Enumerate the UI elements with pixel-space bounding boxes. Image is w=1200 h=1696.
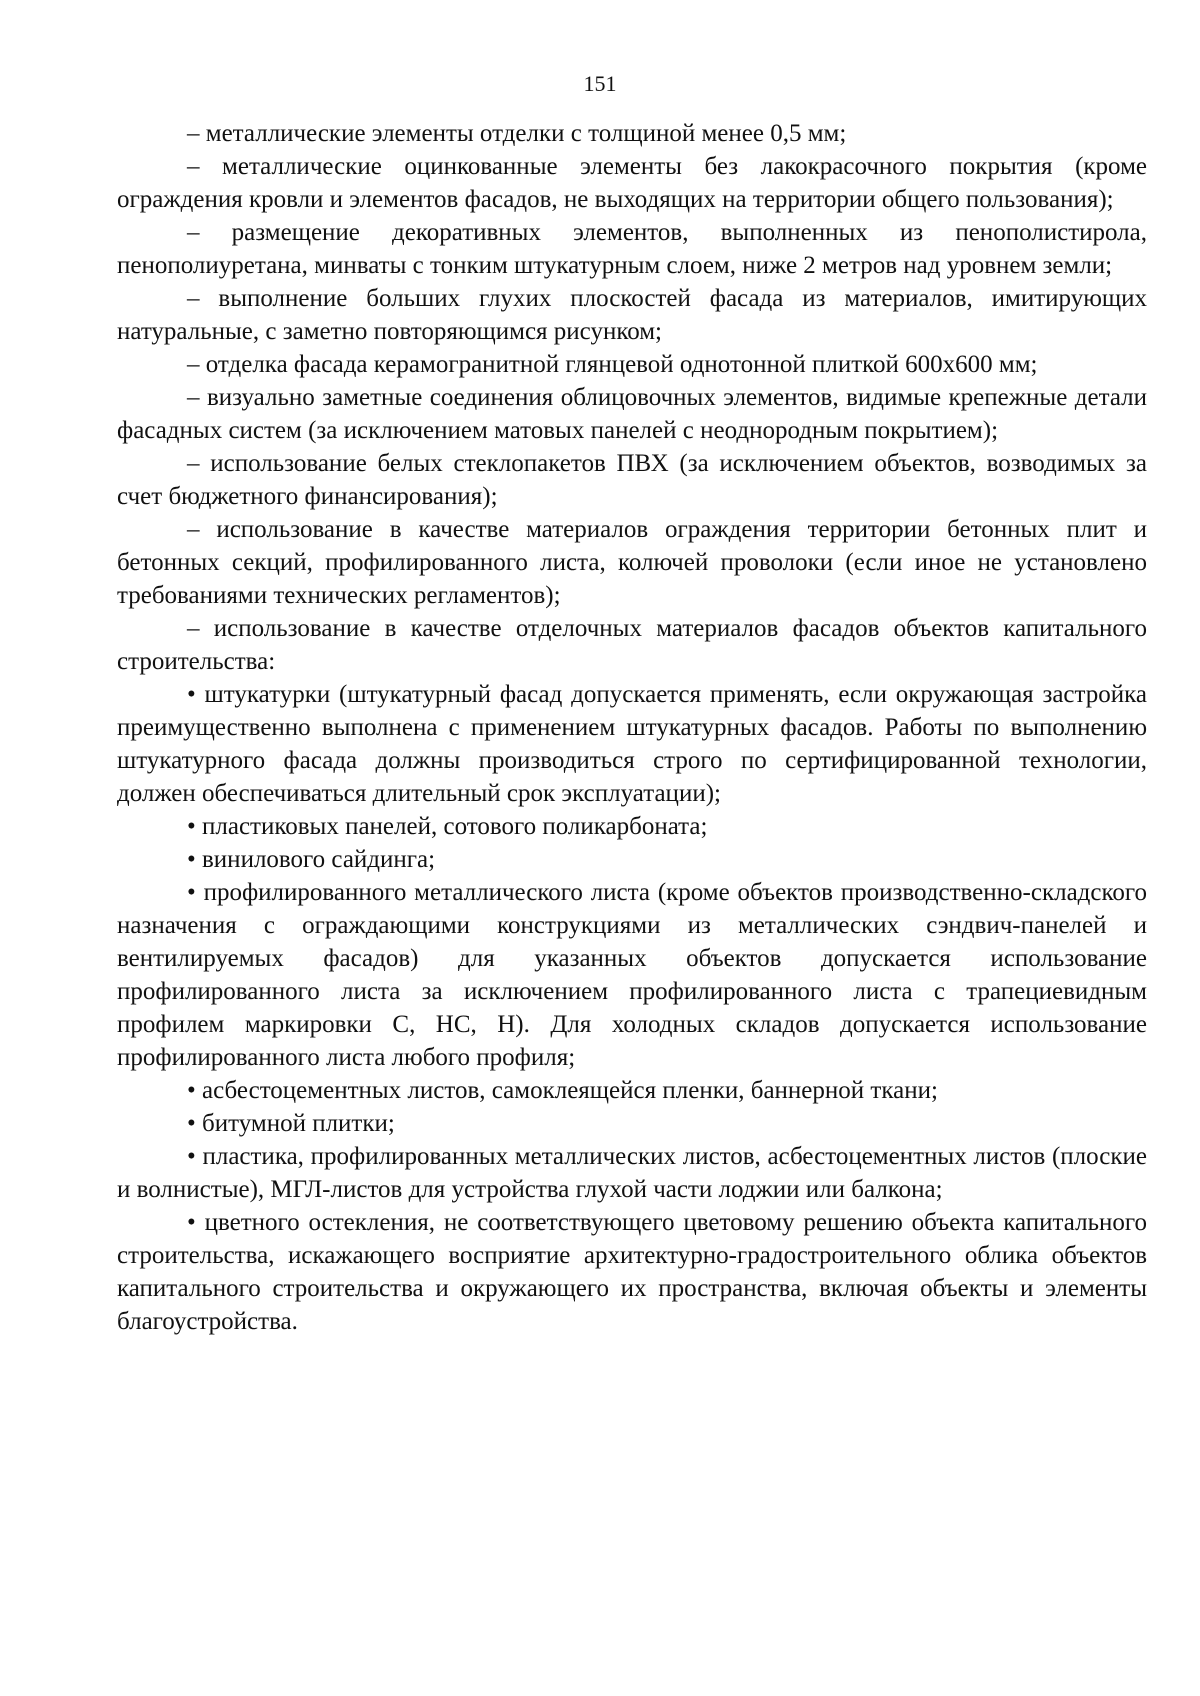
bullet-item: • битумной плитки; [187,1110,395,1137]
list-item: – использование белых стеклопакетов ПВХ (за исключением объектов, возводимых за счет бюджетного финансирования); [117,450,1147,510]
list-item: – визуально заметные соединения облицовочных элементов, видимые крепежные детали фасадных систем (за исключением матовых панелей с неоднородным покрытием); [117,384,1147,444]
bullet-item: • штукатурки (штукатурный фасад допускается применять, если окружающая застройка преимущественно выполнена с применением штукатурных фасадов. Работы по выполнению штукатурного фасада должны производиться строго по сертифицированной технологии, должен обеспечиваться длительный срок эксплуатации); [117,681,1147,807]
list-item: – размещение декоративных элементов, выполненных из пенополистирола, пенополиуретана, минваты с тонким штукатурным слоем, ниже 2 метров над уровнем земли; [117,219,1147,279]
list-item: – использование в качестве материалов ограждения территории бетонных плит и бетонных секций, профилированного листа, колючей проволоки (если иное не установлено требованиями технических регламентов); [117,516,1147,609]
list-item: – металлические оцинкованные элементы без лакокрасочного покрытия (кроме ограждения кровли и элементов фасадов, не выходящих на территории общего пользования); [117,153,1147,213]
list-item: – использование в качестве отделочных материалов фасадов объектов капитального строительства: [117,615,1147,675]
bullet-item: • цветного остекления, не соответствующего цветовому решению объекта капитального строительства, искажающего восприятие архитектурно-градостроительного облика объектов капитального строительства и окружающего их пространства, включая объекты и элементы благоустройства. [117,1209,1147,1335]
bullet-item: • асбестоцементных листов, самоклеящейся пленки, баннерной ткани; [187,1077,938,1104]
page-number: 151 [583,71,617,96]
bullet-item: • винилового сайдинга; [187,846,436,873]
list-item: – выполнение больших глухих плоскостей фасада из материалов, имитирующих натуральные, с заметно повторяющимся рисунком; [117,285,1147,345]
bullet-item: • пластиковых панелей, сотового поликарбоната; [187,813,708,840]
bullet-item: • пластика, профилированных металлических листов, асбестоцементных листов (плоские и волнистые), МГЛ-листов для устройства глухой части лоджии или балкона; [117,1143,1147,1203]
list-item: – отделка фасада керамогранитной глянцевой однотонной плиткой 600х600 мм; [187,351,1038,378]
body-text [117,117,1147,1338]
list-item: – металлические элементы отделки с толщиной менее 0,5 мм; [187,120,847,147]
bullet-item: • профилированного металлического листа (кроме объектов производственно-складского назначения с ограждающими конструкциями из металлических сэндвич-панелей и вентилируемых фасадов) для указанных объектов допускается использование профилированного листа за исключением профилированного листа с трапециевидным профилем маркировки С, НС, Н). Для холодных складов допускается использование профилированного листа любого профиля; [117,879,1147,1071]
